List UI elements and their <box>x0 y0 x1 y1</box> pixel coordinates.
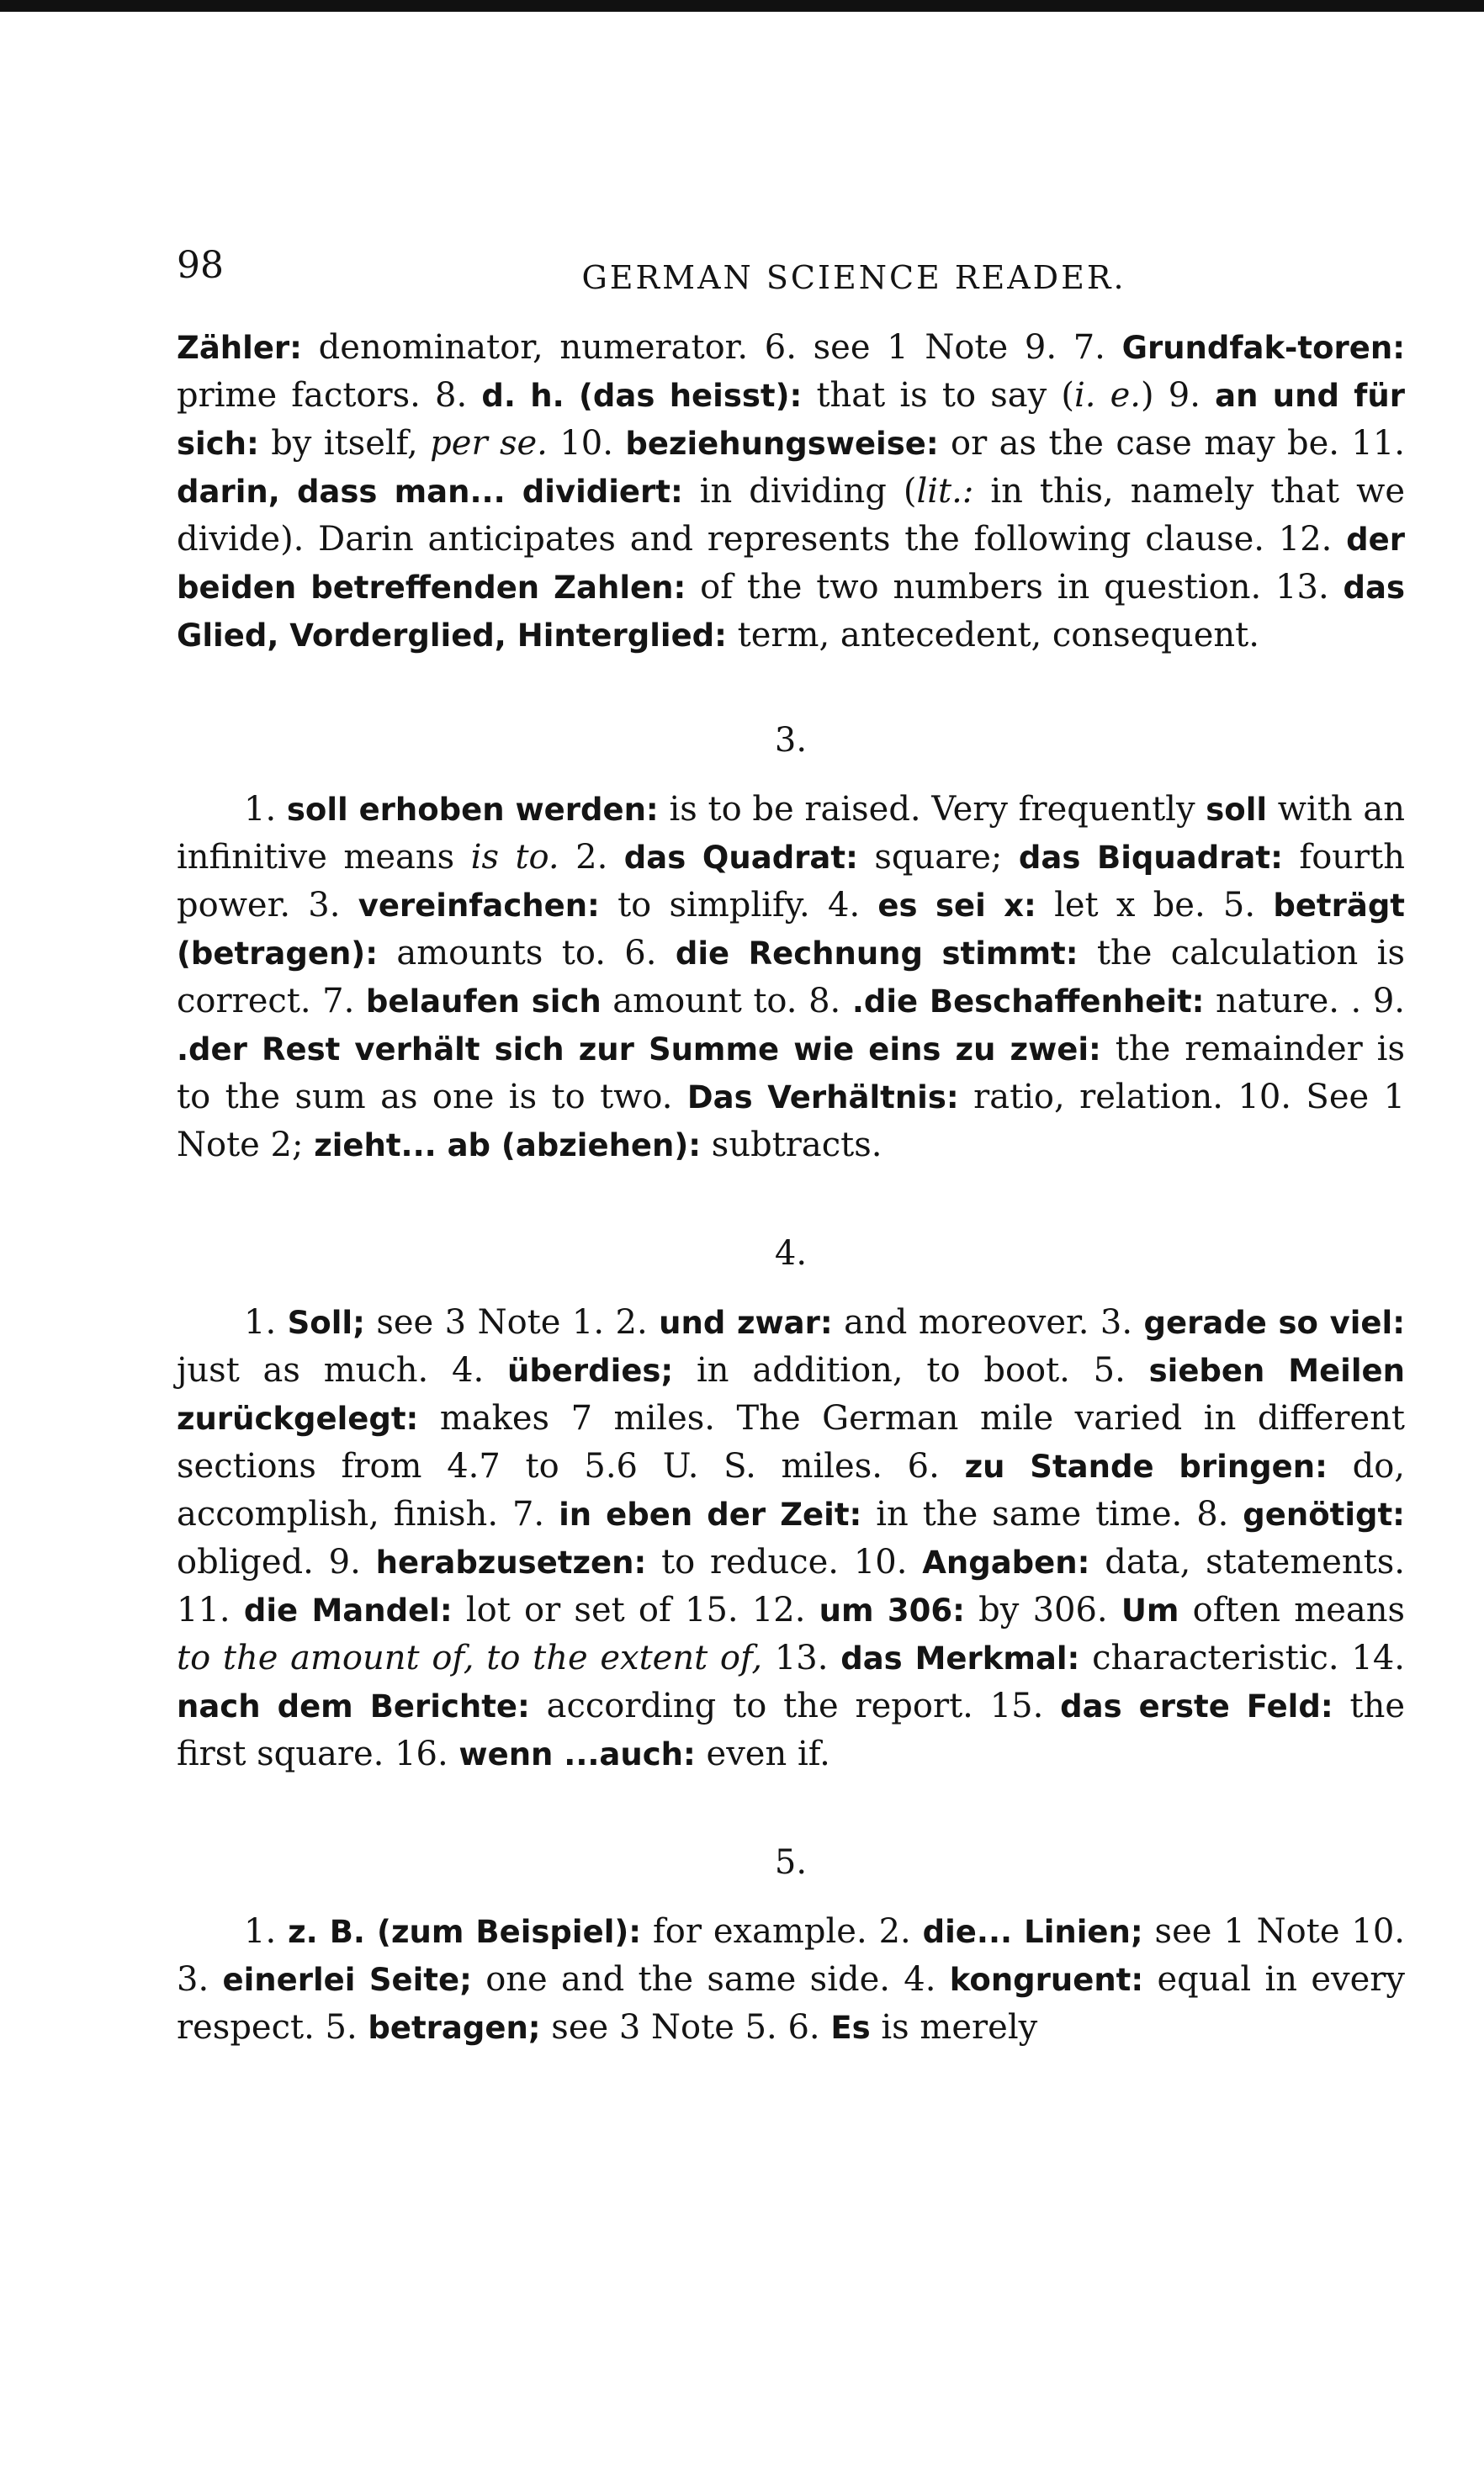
gloss-text: in this, namely that we divide). Darin anticipates and represents the following clause. 12. <box>177 472 1405 559</box>
gloss-term: gerade so viel: <box>1143 1305 1405 1341</box>
gloss-text: 13. <box>762 1639 841 1677</box>
gloss-term: Das Verhältnis: <box>686 1079 959 1115</box>
gloss-text: to reduce. 10. <box>646 1543 923 1582</box>
gloss-term: belaufen sich <box>365 983 602 1020</box>
gloss-term: das Quadrat: <box>623 840 858 876</box>
italic-text: is to. <box>470 838 559 877</box>
gloss-term: vereinfachen: <box>358 888 600 924</box>
gloss-term: nach dem Berichte: <box>177 1688 530 1725</box>
gloss-term: Grundfak-toren: <box>1121 330 1405 366</box>
notes-section-5 <box>177 1839 1405 2052</box>
gloss-text: ) 9. <box>1141 376 1216 415</box>
gloss-term: zieht... ab (abziehen): <box>314 1127 702 1163</box>
section-number: 4. <box>774 1234 808 1273</box>
gloss-text: one and the same side. 4. <box>471 1960 950 1999</box>
gloss-text: the remainder is to the sum as one is to two. <box>177 1030 1405 1116</box>
section-number: 5. <box>774 1843 808 1882</box>
gloss-text: in the same time. 8. <box>861 1495 1243 1534</box>
gloss-term: soll <box>1206 792 1268 828</box>
gloss-text: amount to. 8. <box>601 982 852 1020</box>
gloss-term: soll erhoben werden: <box>286 792 659 828</box>
gloss-text: square; <box>857 838 1019 877</box>
gloss-term: es sei x: <box>877 888 1036 924</box>
gloss-text: 2. <box>559 838 624 877</box>
gloss-term: z. B. (zum Beispiel): <box>288 1914 642 1950</box>
gloss-term: kongruent: <box>949 1962 1144 1998</box>
gloss-text: see 1 Note 10. 3. <box>177 1912 1405 1999</box>
gloss-term: das Merkmal: <box>840 1640 1080 1677</box>
gloss-term: herabzusetzen: <box>375 1545 647 1581</box>
gloss-term: überdies; <box>506 1353 674 1389</box>
gloss-text: is merely <box>870 2008 1038 2047</box>
gloss-term: Angaben: <box>922 1545 1090 1581</box>
gloss-term: Zähler: <box>177 330 302 366</box>
notes-section-2-continued <box>177 324 1405 660</box>
gloss-term: an und für sich: <box>177 378 1405 462</box>
gloss-text: in addition, to boot. 5. <box>673 1351 1149 1390</box>
section-number: 3. <box>774 721 808 760</box>
gloss-text: even if. <box>695 1735 830 1773</box>
gloss-text: obliged. 9. <box>177 1543 376 1582</box>
gloss-text: makes 7 miles. The German mile varied in different sections from 4.7 to 5.6 U. S. miles. 6. <box>177 1399 1405 1486</box>
gloss-text: lot or set of 15. 12. <box>452 1591 819 1629</box>
gloss-text: according to the report. 15. <box>529 1687 1061 1725</box>
gloss-text: see 3 Note 1. 2. <box>364 1303 660 1342</box>
gloss-text: see 3 Note 5. 6. <box>540 2008 831 2047</box>
gloss-text: that is to say ( <box>802 376 1074 415</box>
gloss-term: d. h. (das heisst): <box>481 378 803 414</box>
gloss-term: die Rechnung stimmt: <box>675 935 1079 972</box>
gloss-text: 1. <box>244 1303 288 1342</box>
italic-text: i. e. <box>1073 376 1142 415</box>
gloss-term: sieben Meilen zurückgelegt: <box>177 1353 1405 1437</box>
gloss-text: term, antecedent, consequent. <box>726 616 1259 654</box>
gloss-text: for example. 2. <box>641 1912 923 1951</box>
gloss-text: equal in every respect. 5. <box>177 1960 1405 2047</box>
section-4-text <box>177 1299 1405 1778</box>
gloss-text: with an infinitive means <box>177 790 1405 877</box>
gloss-term: das erste Feld: <box>1060 1688 1333 1725</box>
gloss-text: often means <box>1179 1591 1406 1629</box>
gloss-term: beträgt (betragen): <box>177 888 1405 972</box>
gloss-text: or as the case may be. 11. <box>938 424 1406 463</box>
gloss-text: ratio, relation. 10. See 1 Note 2; <box>177 1078 1406 1164</box>
gloss-term: die Mandel: <box>243 1592 453 1629</box>
gloss-term: das Biquadrat: <box>1018 840 1283 876</box>
italic-text: lit.: <box>916 472 974 511</box>
gloss-term: Soll; <box>287 1305 365 1341</box>
section-5-text <box>177 1908 1405 2052</box>
gloss-text: denominator, numerator. 6. see 1 Note 9. 7. <box>301 328 1122 367</box>
gloss-term: das Glied, Vorderglied, Hinterglied: <box>177 570 1406 654</box>
running-title: GERMAN SCIENCE READER. <box>581 259 1126 296</box>
gloss-term: .die Beschaffenheit: <box>851 983 1205 1020</box>
gloss-text: 1. <box>244 1912 289 1951</box>
notes-section-3 <box>177 717 1405 1169</box>
gloss-term: wenn ...auch: <box>458 1736 696 1773</box>
gloss-text: by itself, <box>258 424 431 463</box>
top-border-rule <box>0 0 1484 12</box>
gloss-text: 1. <box>244 790 287 829</box>
gloss-text: by 306. <box>964 1591 1121 1629</box>
notes-section-4 <box>177 1230 1405 1778</box>
gloss-text: amounts to. 6. <box>378 934 676 972</box>
italic-text: per se. <box>430 424 548 463</box>
gloss-text: do, accomplish, finish. 7. <box>177 1447 1405 1534</box>
gloss-text: data, statements. 11. <box>177 1543 1405 1629</box>
gloss-term: zu Stande bringen: <box>964 1449 1328 1485</box>
gloss-term: .der Rest verhält sich zur Summe wie eins zu zwei: <box>177 1031 1101 1068</box>
page-number: 98 <box>177 244 224 287</box>
italic-text: to the amount of, to the extent of, <box>177 1639 763 1677</box>
gloss-term: Um <box>1121 1592 1179 1629</box>
gloss-text: nature. . 9. <box>1204 982 1405 1020</box>
gloss-text: in dividing ( <box>682 472 917 511</box>
gloss-text: just as much. 4. <box>177 1351 507 1390</box>
section-3-text <box>177 786 1405 1169</box>
gloss-term: in eben der Zeit: <box>559 1497 862 1533</box>
gloss-text: subtracts. <box>701 1126 882 1164</box>
gloss-term: betragen; <box>368 2010 541 2046</box>
gloss-text: prime factors. 8. <box>177 376 482 415</box>
gloss-term: einerlei Seite; <box>222 1962 472 1998</box>
gloss-term: und zwar: <box>659 1305 833 1341</box>
gloss-term: genötigt: <box>1243 1497 1405 1533</box>
gloss-text: the calculation is correct. 7. <box>177 934 1406 1020</box>
page-content <box>177 324 1405 2052</box>
gloss-term: darin, dass man... dividiert: <box>177 474 683 510</box>
gloss-text: characteristic. 14. <box>1079 1639 1406 1677</box>
gloss-term: die... Linien; <box>922 1914 1143 1950</box>
gloss-term: um 306: <box>819 1592 965 1629</box>
gloss-term: beziehungsweise: <box>625 426 939 462</box>
gloss-text: let x be. 5. <box>1036 886 1274 925</box>
gloss-text: the first square. 16. <box>177 1687 1406 1773</box>
page-header <box>177 244 1405 311</box>
gloss-text: to simplify. 4. <box>599 886 878 925</box>
gloss-text: of the two numbers in question. 13. <box>686 568 1344 607</box>
gloss-term: der beiden betreffenden Zahlen: <box>177 522 1405 606</box>
gloss-text: fourth power. 3. <box>177 838 1405 925</box>
gloss-text: is to be raised. Very frequently <box>658 790 1206 829</box>
gloss-text: and moreover. 3. <box>832 1303 1144 1342</box>
gloss-text: 10. <box>547 424 626 463</box>
gloss-term: Es <box>830 2010 871 2046</box>
